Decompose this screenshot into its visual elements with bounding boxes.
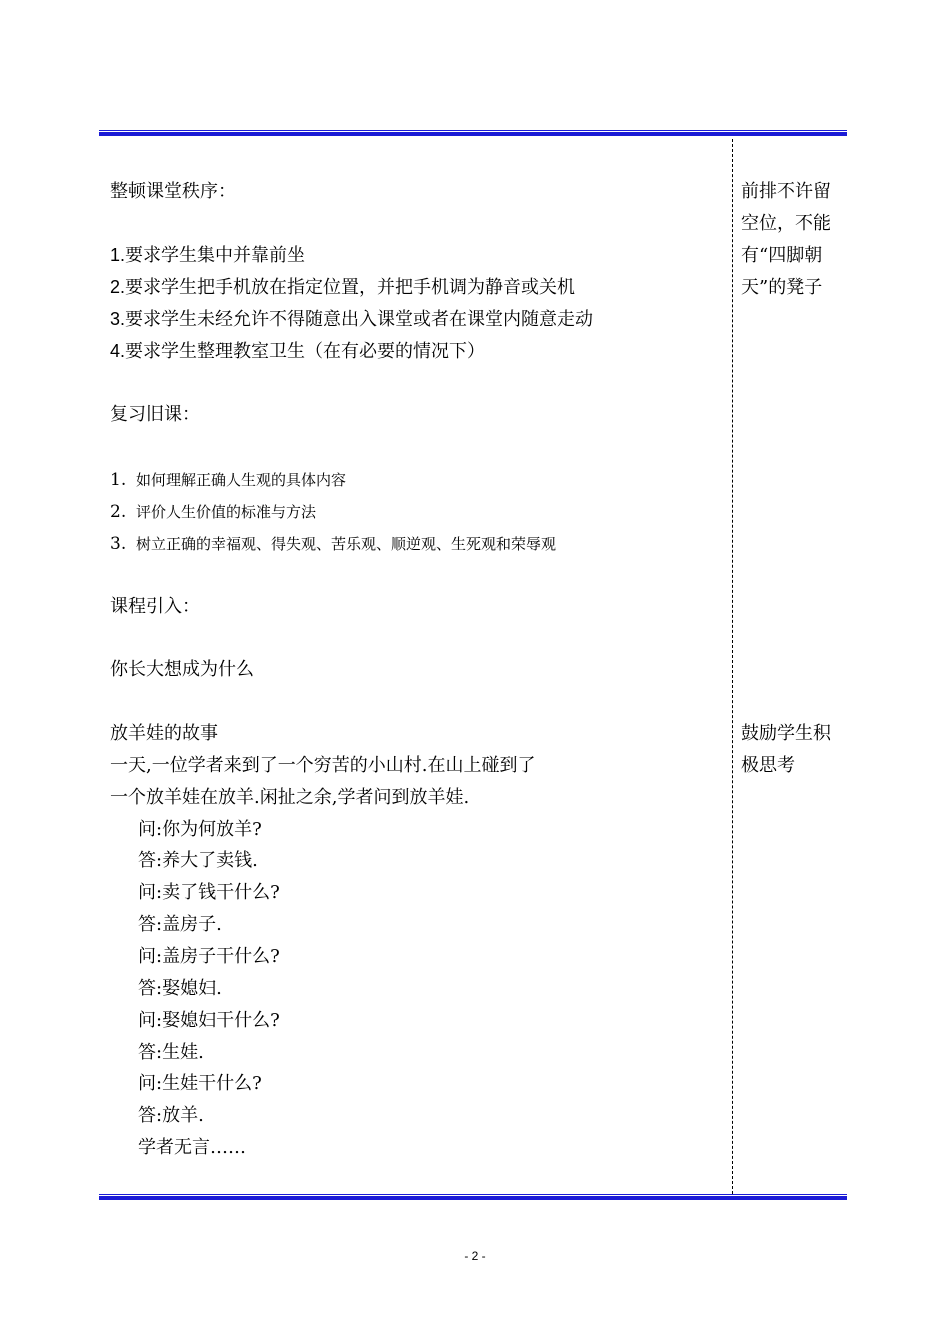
side-note-classroom: 前排不许留 空位，不能 有“四脚朝 天”的凳子	[741, 181, 831, 298]
review-item: 3. 树立正确的幸福观、得失观、苦乐观、顺逆观、生死观和荣辱观	[110, 534, 557, 554]
dialogue-line: 答:盖房子.	[138, 914, 222, 935]
story-title: 放羊娃的故事	[110, 723, 218, 744]
page-number: - 2 -	[464, 1249, 486, 1263]
dialogue-line: 问:你为何放羊?	[138, 819, 262, 840]
dialogue-line: 答:生娃.	[138, 1042, 204, 1063]
story-line: 一天,一位学者来到了一个穷苦的小山村.在山上碰到了	[110, 755, 536, 776]
dialogue-line: 答:娶媳妇.	[138, 978, 222, 999]
column-divider	[732, 139, 733, 1194]
review-heading: 复习旧课：	[110, 404, 200, 425]
order-item: 2.要求学生把手机放在指定位置，并把手机调为静音或关机	[110, 277, 576, 298]
dialogue-line: 答:养大了卖钱.	[138, 850, 258, 871]
top-rule	[99, 130, 847, 136]
review-item: 1. 如何理解正确人生观的具体内容	[110, 470, 347, 490]
bottom-rule	[99, 1194, 847, 1200]
side-note-encourage: 鼓励学生积 极思考	[741, 723, 831, 776]
order-item: 3.要求学生未经允许不得随意出入课堂或者在课堂内随意走动	[110, 309, 594, 330]
dialogue-line: 问:娶媳妇干什么?	[138, 1010, 280, 1031]
dialogue-line: 问:盖房子干什么?	[138, 946, 280, 967]
order-heading: 整顿课堂秩序：	[110, 181, 236, 202]
dialogue-line: 答:放羊.	[138, 1105, 204, 1126]
dialogue-line: 学者无言……	[138, 1137, 246, 1158]
order-item: 1.要求学生集中并靠前坐	[110, 245, 306, 266]
order-item: 4.要求学生整理教室卫生（在有必要的情况下）	[110, 341, 486, 362]
intro-question: 你长大想成为什么	[110, 659, 254, 680]
dialogue-line: 问:卖了钱干什么?	[138, 882, 280, 903]
dialogue-line: 问:生娃干什么?	[138, 1073, 262, 1094]
intro-heading: 课程引入：	[110, 596, 200, 617]
story-line: 一个放羊娃在放羊.闲扯之余,学者问到放羊娃.	[110, 787, 470, 808]
review-item: 2. 评价人生价值的标准与方法	[110, 502, 317, 522]
